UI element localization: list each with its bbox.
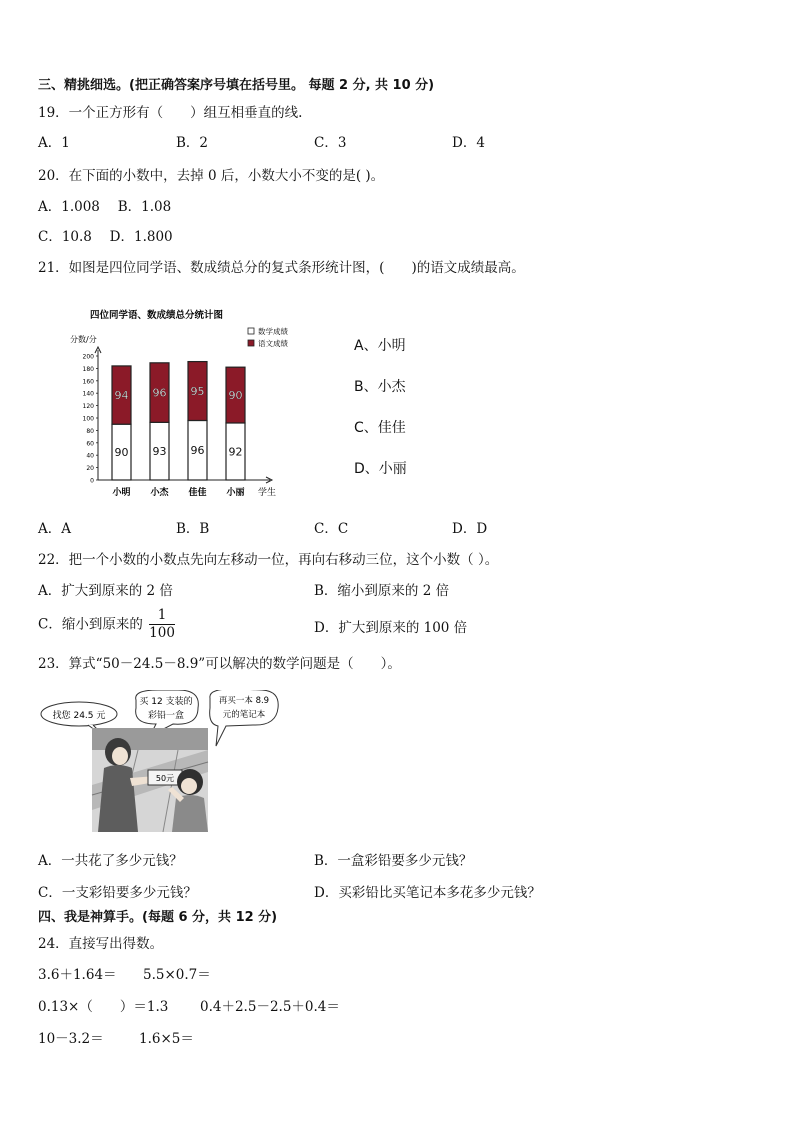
chart-y-axis-label: 分数/分 bbox=[70, 335, 97, 344]
chart-legend-swatch bbox=[248, 340, 254, 346]
bar-chart-svg bbox=[70, 304, 300, 504]
chart-y-tick-label: 160 bbox=[82, 378, 94, 386]
chart-y-tick-label: 60 bbox=[86, 440, 94, 448]
chart-y-tick-label: 200 bbox=[82, 353, 94, 361]
q24-item-4: 0.4＋2.5－2.5＋0.4＝ bbox=[200, 999, 340, 1015]
q21-stem: 21．如图是四位同学语、数成绩总分的复式条形统计图，( )的语文成绩最高。 bbox=[38, 260, 525, 276]
shopping-illustration bbox=[38, 690, 288, 832]
chart-title: 四位同学语、数成绩总分统计图 bbox=[90, 310, 224, 321]
q21-option-d: D．D bbox=[452, 521, 488, 537]
chart-y-tick-label: 80 bbox=[86, 427, 94, 435]
q20-options-row-1: A．1.008 B．1.08 bbox=[38, 199, 172, 215]
q24-stem: 24．直接写出得数。 bbox=[38, 936, 164, 952]
shop-scene bbox=[92, 728, 208, 832]
q22-stem: 22．把一个小数的小数点先向左移动一位，再向右移动三位，这个小数（ ）。 bbox=[38, 552, 499, 568]
q22-option-b: B．缩小到原来的 2 倍 bbox=[314, 583, 450, 599]
chart-data-label: 96 bbox=[190, 444, 205, 458]
q22-option-d: D．扩大到原来的 100 倍 bbox=[314, 620, 468, 636]
q23-option-a: A．一共花了多少元钱？ bbox=[38, 853, 183, 869]
chart-y-tick-label: 120 bbox=[82, 403, 94, 411]
q24-item-5: 10－3.2＝ bbox=[38, 1031, 104, 1047]
q21-option-b: B．B bbox=[176, 521, 210, 537]
chart-data-label: 95 bbox=[190, 385, 205, 399]
chart-y-tick-label: 0 bbox=[90, 477, 94, 485]
q21-chart-option-c: C、佳佳 bbox=[354, 420, 406, 436]
q24-item-1: 3.6＋1.64＝ bbox=[38, 967, 117, 983]
bubble-notebook-line-2: 元的笔记本 bbox=[222, 710, 266, 720]
section-3-heading: 三、精挑细选。(把正确答案序号填在括号里。 每题 2 分, 共 10 分) bbox=[38, 78, 435, 93]
shopping-illustration-svg bbox=[38, 690, 288, 832]
q22-option-a: A．扩大到原来的 2 倍 bbox=[38, 583, 173, 599]
banknote-label: 50元 bbox=[155, 774, 175, 783]
bar-chart bbox=[70, 304, 300, 504]
chart-legend-label: 语文成绩 bbox=[258, 339, 288, 348]
q21-chart-option-a: A、小明 bbox=[354, 338, 406, 354]
chart-y-tick-label: 100 bbox=[82, 415, 94, 423]
q23-option-b: B．一盒彩铅要多少元钱？ bbox=[314, 853, 473, 869]
q19-option-c: C．3 bbox=[314, 135, 347, 151]
q19-option-d: D．4 bbox=[452, 135, 485, 151]
fraction-numerator: 1 bbox=[149, 607, 175, 625]
chart-legend-label: 数学成绩 bbox=[258, 327, 288, 336]
q19-option-b: B．2 bbox=[176, 135, 209, 151]
banknote bbox=[148, 770, 182, 785]
section-4-heading: 四、我是神算手。(每题 6 分，共 12 分) bbox=[38, 910, 278, 925]
q24-item-3: 0.13×（ ）＝1.3 bbox=[38, 999, 169, 1015]
chart-data-label: 90 bbox=[114, 446, 129, 460]
bubble-change-text: 找您 24.5 元 bbox=[52, 711, 106, 721]
q21-chart-option-list bbox=[354, 336, 407, 500]
q19-stem: 19．一个正方形有（ ）组互相垂直的线. bbox=[38, 105, 303, 121]
chart-x-tick-label: 小丽 bbox=[226, 488, 245, 498]
chart-x-tick-label: 小明 bbox=[112, 488, 131, 498]
chart-legend-swatch bbox=[248, 328, 254, 334]
q23-option-d: D．买彩铅比买笔记本多花多少元钱？ bbox=[314, 885, 541, 901]
chart-x-tick-label: 佳佳 bbox=[188, 488, 207, 498]
chart-data-label: 92 bbox=[228, 445, 243, 459]
q20-options-row-2: C．10.8 D．1.800 bbox=[38, 229, 173, 245]
chart-y-tick-label: 140 bbox=[82, 390, 94, 398]
q21-chart-option-b: B、小杰 bbox=[354, 379, 406, 395]
q23-option-c: C．一支彩铅要多少元钱？ bbox=[38, 885, 197, 901]
fraction bbox=[149, 607, 175, 642]
speech-bubble-notebook bbox=[210, 690, 279, 746]
bubble-pencils-line-1: 买 12 支装的 bbox=[139, 697, 193, 707]
q21-option-c: C．C bbox=[314, 521, 349, 537]
chart-x-tick-label: 小杰 bbox=[150, 488, 169, 498]
fraction-denominator: 100 bbox=[149, 625, 175, 641]
q20-stem: 20．在下面的小数中，去掉 0 后，小数大小不变的是( )。 bbox=[38, 168, 385, 184]
q24-item-6: 1.6×5＝ bbox=[139, 1031, 194, 1047]
chart-data-label: 96 bbox=[152, 386, 167, 400]
chart-y-tick-label: 180 bbox=[82, 365, 94, 373]
bubble-pencils-line-2: 彩铅一盒 bbox=[147, 711, 185, 721]
chart-y-tick-label: 40 bbox=[86, 452, 94, 460]
q23-stem: 23．算式“50－24.5－8.9”可以解决的数学问题是（ ）。 bbox=[38, 656, 401, 672]
q19-option-a: A．1 bbox=[38, 135, 70, 151]
chart-y-tick-label: 20 bbox=[86, 465, 94, 473]
q21-option-a: A．A bbox=[38, 521, 71, 537]
q21-chart-option-d: D、小丽 bbox=[354, 461, 407, 477]
chart-data-label: 94 bbox=[114, 389, 129, 403]
chart-data-label: 90 bbox=[228, 389, 243, 403]
chart-data-label: 93 bbox=[152, 445, 167, 459]
q22-option-c-label: C．缩小到原来的 bbox=[38, 616, 143, 633]
chart-x-axis-label: 学生 bbox=[258, 488, 277, 498]
q22-option-c bbox=[38, 607, 175, 642]
q24-item-2: 5.5×0.7＝ bbox=[143, 967, 211, 983]
bubble-notebook-line-1: 再买一本 8.9 bbox=[218, 696, 270, 706]
